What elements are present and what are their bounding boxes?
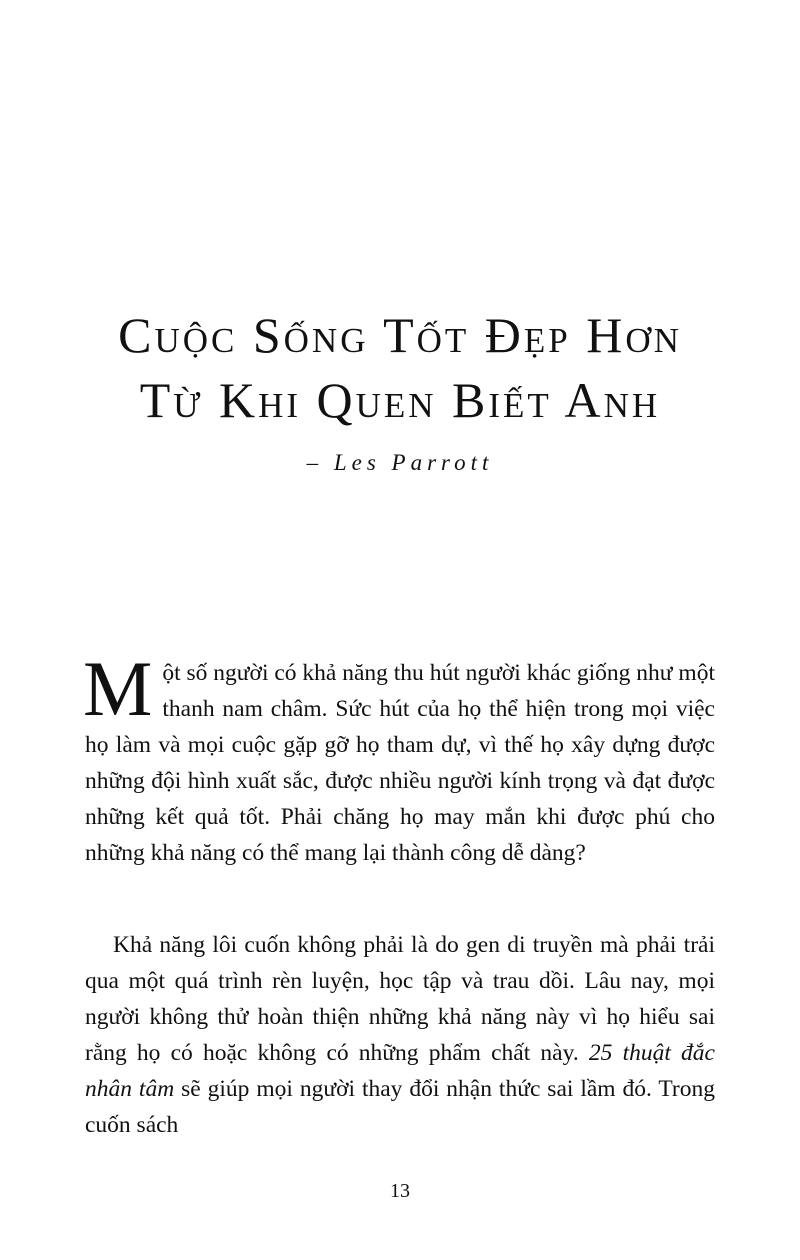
book-title: 25 thuật đắc nhân tâm [85, 1040, 715, 1102]
drop-cap: M [83, 645, 153, 732]
paragraph-1-text: ột số người có khả năng thu hút người khác giống như một thanh nam châm. Sức hút của họ thể hiện trong mọi việc họ làm và mọi cuộc gặp gỡ họ tham dự, vì thế họ xây dựng được những đội hình xuất sắc, được nhiều người kính trọng và đạt được những kết quả tốt. Phải chăng họ may mắn khi được phú cho những khả năng có thể mang lại thành công dễ dàng? [85, 660, 715, 866]
paragraph-2-text-end: sẽ giúp mọi người thay đổi nhận thức sai lầm đó. Trong cuốn sách [85, 1076, 715, 1138]
body-paragraph-1 [83, 645, 715, 871]
body-paragraph-2 [85, 927, 715, 1143]
chapter-title-line-1: Cuộc Sống Tốt Đẹp Hơn [118, 307, 682, 363]
paragraph-2-text-start: Khả năng lôi cuốn không phải là do gen di truyền mà phải trải qua một quá trình rèn luyện, học tập và trau dồi. Lâu nay, mọi người không thử hoàn thiện những khả năng này vì họ hiểu sai rằng họ có hoặc không có những phẩm chất này. [85, 932, 715, 1066]
chapter-title-line-2: Từ Khi Quen Biết Anh [139, 372, 661, 428]
chapter-author: – Les Parrott [306, 450, 494, 475]
page-number: 13 [390, 1180, 410, 1202]
